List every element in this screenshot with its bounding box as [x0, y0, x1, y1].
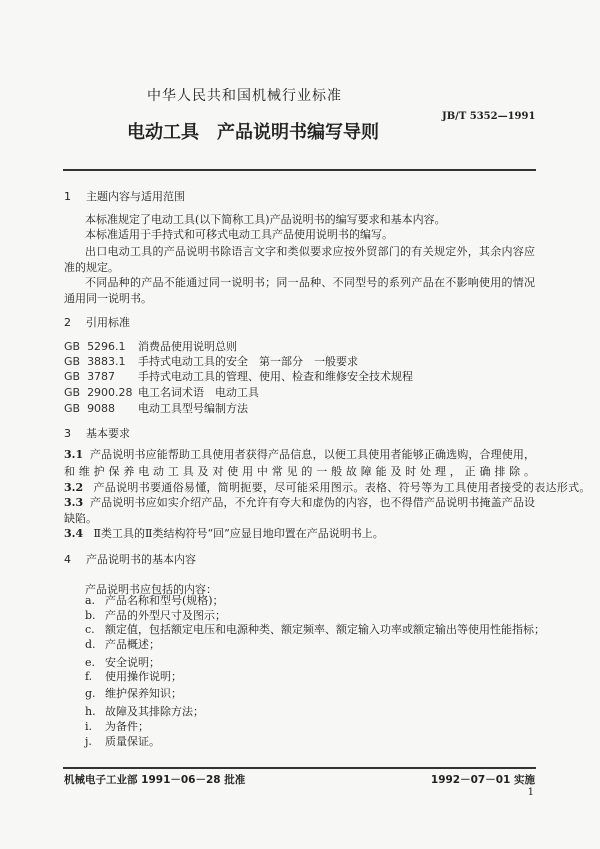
clause-3-1: [64, 448, 535, 462]
reference-title: 消费品使用说明总则: [138, 340, 237, 353]
reference-code: GB 3787: [64, 370, 116, 383]
list-letter: b.: [85, 609, 96, 622]
list-item: 安全说明；: [105, 656, 160, 669]
list-item: 产品的外型尺寸及图示；: [105, 609, 226, 622]
section-number: 1: [64, 190, 71, 203]
paragraph-line: 出口电动工具的产品说明书除语言文字和类似要求应按外贸部门的有关规定外，其余内容应: [85, 245, 535, 258]
list-letter: e.: [85, 656, 96, 669]
standard-number: JB/T 5352—1991: [442, 111, 536, 122]
section-4-heading: [64, 553, 196, 567]
clause-3-2: [64, 481, 591, 495]
clause-number: 3.3: [64, 496, 84, 509]
reference-title: 手持式电动工具的安全 第一部分 一般要求: [138, 355, 358, 368]
list-item: 故障及其排除方法；: [105, 705, 204, 718]
list-item: 使用操作说明；: [105, 670, 182, 683]
clause-text: Ⅱ类工具的Ⅱ类结构符号“回”应显目地印置在产品说明书上。: [93, 527, 384, 540]
clause-text: 和维护保养电动工具及对使用中常见的一般故障能及时处理，正确排除。: [64, 465, 535, 478]
section-title: 基本要求: [86, 427, 130, 440]
reference-title: 电动工具型号编制方法: [138, 402, 248, 415]
list-item: 额定值，包括额定电压和电源种类、额定频率、额定输入功率或额定输出等使用性能指标；: [105, 623, 545, 636]
clause-text: 产品说明书要通俗易懂，简明扼要，尽可能采用图示。表格、符号等为工具使用者接受的表达形式。: [93, 481, 591, 494]
document-title: 电动工具 产品说明书编写导则: [127, 122, 379, 143]
section-title: 引用标准: [86, 316, 130, 329]
effective-date: 1992－07－01 实施: [430, 774, 535, 786]
section-number: 2: [64, 316, 71, 329]
paragraph-line: 本标准适用于手持式和可移式电动工具产品使用说明书的编写。: [85, 228, 393, 241]
reference-code: GB 9088: [64, 402, 116, 415]
reference-title: 电工名词术语 电动工具: [138, 386, 259, 399]
list-item: 为备件；: [105, 720, 149, 733]
section-title: 主题内容与适用范围: [86, 190, 185, 203]
clause-text: 缺陷。: [64, 512, 97, 525]
list-item: 产品名称和型号(规格)；: [105, 594, 224, 607]
section-title: 产品说明书的基本内容: [86, 553, 196, 566]
clause-text: 产品说明书应能帮助工具使用者获得产品信息，以便工具使用者能够正确选购，合理使用，: [90, 448, 535, 461]
section-number: 3: [64, 427, 71, 440]
list-item: 产品概述；: [105, 638, 160, 651]
clause-number: 3.4: [64, 527, 84, 540]
clause-number: 3.2: [64, 481, 84, 494]
section-3-heading: [64, 427, 130, 441]
clause-3-3: [64, 496, 535, 510]
paragraph-line: 通用同一说明书。: [64, 292, 152, 305]
paragraph-line: 准的规定。: [64, 261, 119, 274]
reference-code: GB 3883.1: [64, 355, 126, 368]
list-intro: 产品说明书应包括的内容：: [85, 583, 217, 596]
paragraph-line: 不同品种的产品不能通过同一说明书；同一品种、不同型号的系列产品在不影响使用的情况: [85, 276, 535, 289]
clause-3-4: [64, 527, 384, 541]
reference-code: GB 5296.1: [64, 340, 126, 353]
list-letter: i.: [85, 720, 93, 733]
list-item: 维护保养知识；: [105, 687, 182, 700]
list-letter: f.: [85, 670, 93, 683]
list-letter: j.: [85, 735, 92, 748]
paragraph-line: 本标准规定了电动工具(以下简称工具)产品说明书的编写要求和基本内容。: [85, 213, 446, 226]
clause-number: 3.1: [64, 448, 84, 461]
section-1-heading: [64, 190, 185, 204]
approval-date: 机械电子工业部 1991－06－28 批准: [64, 774, 246, 786]
footer-divider: [63, 767, 536, 769]
section-2-heading: [64, 316, 130, 330]
header-divider: [63, 169, 536, 171]
list-letter: d.: [85, 638, 96, 651]
section-number: 4: [64, 553, 71, 566]
list-letter: a.: [85, 594, 96, 607]
clause-text: 产品说明书应如实介绍产品，不允许有夸大和虚伪的内容，也不得借产品说明书掩盖产品设: [90, 496, 535, 509]
reference-code: GB 2900.28: [64, 386, 133, 399]
issuer-heading: 中华人民共和国机械行业标准: [147, 88, 342, 104]
page-number: 1: [527, 787, 534, 798]
list-item: 质量保证。: [105, 735, 160, 748]
reference-title: 手持式电动工具的管理、使用、检查和维修安全技术规程: [138, 370, 413, 383]
list-letter: g.: [85, 687, 96, 700]
list-letter: c.: [85, 623, 95, 636]
list-letter: h.: [85, 705, 96, 718]
